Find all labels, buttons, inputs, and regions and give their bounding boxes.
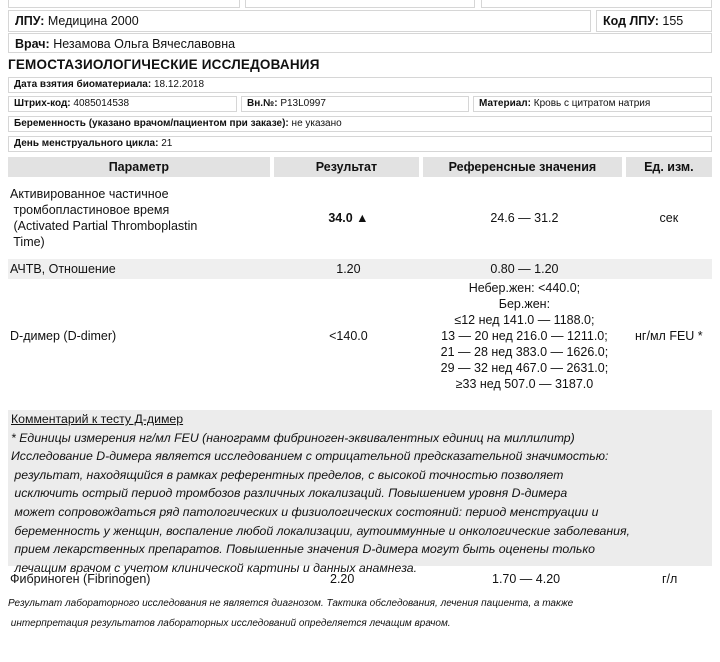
section-title: ГЕМОСТАЗИОЛОГИЧЕСКИЕ ИССЛЕДОВАНИЯ <box>8 57 320 72</box>
cycle-day-value: 21 <box>161 138 173 149</box>
parameter-line: Активированное частичное <box>10 187 169 201</box>
unit-cell: сек <box>659 211 679 225</box>
barcode-value: 4085014538 <box>73 98 130 109</box>
comment-line: * Единицы измерения нг/мл FEU (нанограмм фибриноген-эквивалентных единиц на миллилитр) <box>11 430 575 445</box>
table-row-aptt <box>8 178 712 258</box>
reference-cell <box>423 280 626 392</box>
parameter-cell <box>8 178 274 258</box>
internal-number-label: Вн.№: <box>247 98 278 109</box>
column-header-result: Результат <box>274 157 423 177</box>
doctor-field <box>8 33 712 53</box>
parameter-cell: D-димер (D-dimer) <box>10 329 117 343</box>
parameter-line: Time) <box>10 235 45 249</box>
reference-line: Небер.жен: <440.0; <box>468 281 581 295</box>
table-header-row <box>8 157 712 177</box>
reference-cell: 0.80 — 1.20 <box>423 259 626 279</box>
reference-line: 29 — 32 нед 467.0 — 2631.0; <box>440 361 609 375</box>
comment-heading: Комментарий к тесту Д-димер <box>11 412 184 426</box>
reference-line: Бер.жен: <box>498 297 551 311</box>
lpu-label: ЛПУ: <box>15 14 45 28</box>
reference-line: 13 — 20 нед 216.0 — 1211.0; <box>441 329 608 343</box>
d-dimer-comment <box>8 410 712 575</box>
header-box-cropped-3 <box>481 0 712 8</box>
pregnancy-label: Беременность (указано врачом/пациентом при заказе): <box>14 118 289 129</box>
result-cell: 2.20 <box>330 572 355 586</box>
doctor-value: Незамова Ольга Вячеславовна <box>53 37 236 51</box>
table-row-d-dimer <box>8 280 712 392</box>
parameter-line: тромбопластиновое время <box>10 203 170 217</box>
comment-line: результат, находящийся в рамках референтных пределов, с высокой точностью позволяет <box>11 467 564 482</box>
parameter-line: (Activated Partial Thromboplastin <box>10 219 198 233</box>
lpu-field <box>8 10 591 32</box>
material-field <box>473 96 712 112</box>
lpu-code-value: 155 <box>662 14 684 28</box>
cycle-day-label: День менструального цикла: <box>14 138 159 149</box>
unit-cell <box>626 259 712 279</box>
reference-line: ≥33 нед 507.0 — 3187.0 <box>455 377 594 391</box>
comment-line: лечащим врачом с учетом клинической картины и данных анамнеза. <box>11 560 418 575</box>
disclaimer-line: Результат лабораторного исследования не является диагнозом. Тактика обследования, лечения пациента, а также <box>8 598 574 609</box>
unit-cell: нг/мл FEU * <box>635 329 703 343</box>
sample-date-value: 18.12.2018 <box>153 79 205 90</box>
table-row-fibrinogen <box>8 569 712 589</box>
unit-cell: г/л <box>662 572 678 586</box>
results-table <box>8 156 712 393</box>
barcode-field <box>8 96 237 112</box>
internal-number-value: P13L0997 <box>280 98 326 109</box>
table-row-aptt-ratio <box>8 259 712 279</box>
cycle-day-field <box>8 136 712 152</box>
reference-line: 21 — 28 нед 383.0 — 1626.0; <box>440 345 609 359</box>
lpu-value: Медицина 2000 <box>47 14 139 28</box>
doctor-label: Врач: <box>15 37 50 51</box>
header-box-cropped-2 <box>245 0 475 8</box>
disclaimer <box>8 594 712 634</box>
comment-line: исключить острый период тромбозов различных локализаций. Повышением уровня D-димера <box>11 486 568 501</box>
material-value: Кровь с цитратом натрия <box>533 98 651 109</box>
reference-cell: 24.6 — 31.2 <box>490 211 559 225</box>
sample-date-label: Дата взятия биоматериала: <box>14 79 152 90</box>
parameter-cell: Фибриноген (Fibrinogen) <box>10 572 151 586</box>
sample-date-field <box>8 77 712 93</box>
result-cell: <140.0 <box>329 329 368 343</box>
barcode-label: Штрих-код: <box>14 98 71 109</box>
comment-line: может сопровождаться ряд патологических и физиологических состояний: период менструации и <box>11 504 599 519</box>
pregnancy-field <box>8 116 712 132</box>
internal-number-field <box>241 96 469 112</box>
parameter-cell: АЧТВ, Отношение <box>8 259 274 279</box>
column-header-parameter: Параметр <box>8 157 274 177</box>
column-header-unit: Ед. изм. <box>626 157 712 177</box>
pregnancy-value: не указано <box>291 118 342 129</box>
lpu-code-field <box>596 10 712 32</box>
reference-cell: 1.70 — 4.20 <box>492 572 561 586</box>
disclaimer-line: интерпретация результатов лабораторных исследований определяется лечащим врачом. <box>8 618 451 629</box>
comment-line: Исследование D-димера является исследованием с отрицательной предсказательной значимостью: <box>11 449 609 464</box>
result-cell: 1.20 <box>274 259 423 279</box>
header-box-cropped-1 <box>8 0 240 8</box>
reference-line: ≤12 нед 141.0 — 1188.0; <box>454 313 595 327</box>
comment-line: беременность у женщин, воспаление любой локализации, аутоиммунные и онкологические заболевания, <box>11 523 630 538</box>
comment-line: прием лекарственных препаратов. Повышенные значения D-димера могут быть оценены только <box>11 542 595 557</box>
result-cell-abnormal: 34.0 ▲ <box>328 211 369 225</box>
lpu-code-label: Код ЛПУ: <box>603 14 659 28</box>
column-header-reference: Референсные значения <box>423 157 626 177</box>
material-label: Материал: <box>479 98 531 109</box>
